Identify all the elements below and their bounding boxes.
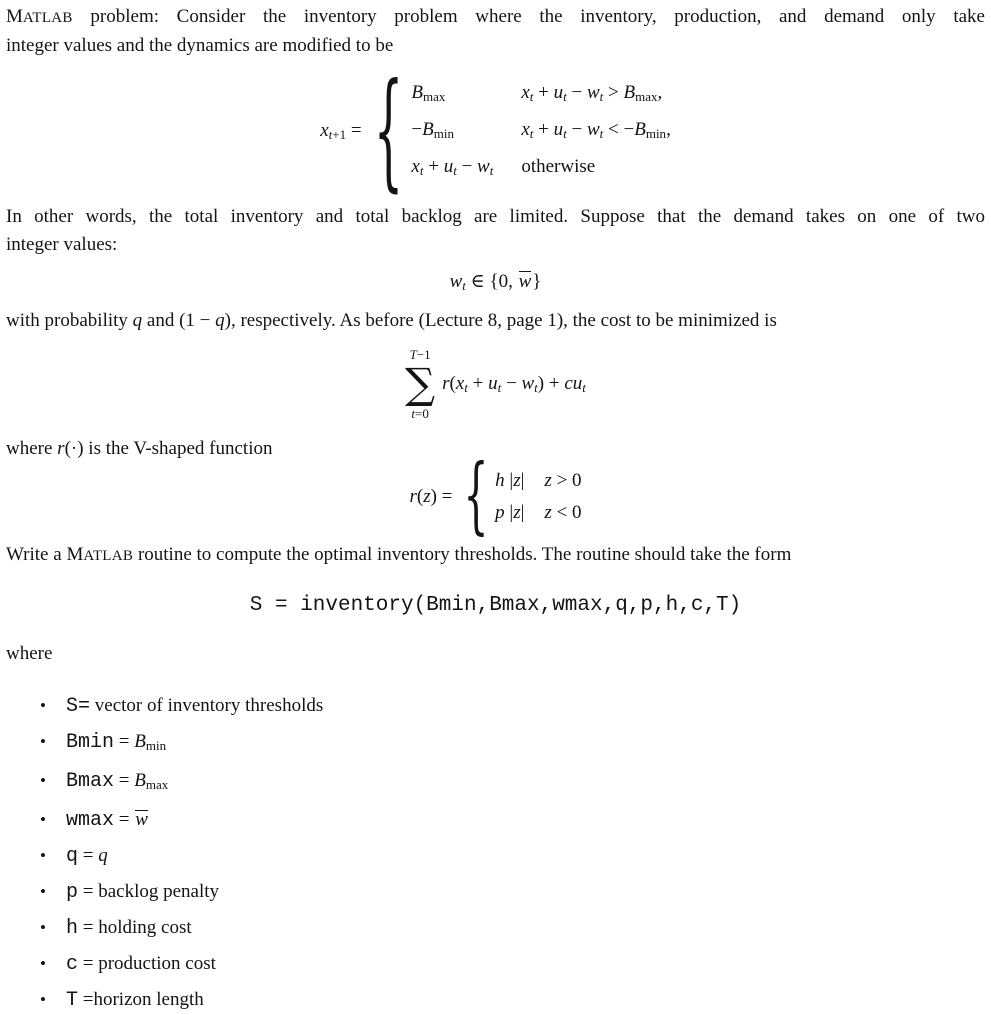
summation-lower-limit: t=0 [411,406,429,421]
limits-paragraph-line-1: In other words, the total inventory and total backlog are limited. Suppose that the demand takes on one of two [6,206,985,227]
list-item-bmin [6,728,985,760]
v-shaped-paragraph [6,435,985,463]
bullet-icon: • [40,696,46,715]
summation-block [405,347,435,421]
intro-paragraph-line-2: integer values and the dynamics are modified to be [6,35,394,56]
r-case-1-value: h |z| [495,470,525,491]
list-item-text: wmax = w [66,806,149,835]
list-item-text: p = backlog penalty [66,881,220,904]
dynamics-cases [411,76,670,187]
r-function-equation: r(z) = { h |z| z > 0 p |z| z < 0 [409,447,582,545]
bullet-icon: • [40,918,46,937]
list-item-wmax [6,806,985,835]
probability-paragraph [6,307,985,335]
summation-sigma-symbol: ∑ [405,359,436,408]
cost-equation [6,347,985,421]
r-case-2-value: p |z| [495,502,525,523]
dynamics-case-2-value: −Bmin [411,119,454,141]
dynamics-equation: xt+1 = { Bmax xt + ut − wt > Bmax, −Bmin xt + ut − wt < −Bmin, xt + ut − wt otherwise [320,58,671,205]
bullet-icon: • [40,882,46,901]
bullet-icon: • [40,810,46,829]
demand-set-equation [6,267,985,301]
list-item-text: T =horizon length [66,989,204,1012]
list-item-text: S= vector of inventory thresholds [66,695,324,718]
parameter-list [6,692,985,1015]
bullet-icon: • [40,846,46,865]
limits-paragraph-line-2: integer values: [6,234,118,255]
list-item-t [6,986,985,1015]
bullet-icon: • [40,990,46,1009]
list-item-p [6,878,985,907]
list-item-h [6,914,985,943]
dynamics-case-3-condition: otherwise [521,156,596,177]
task-paragraph-line: Write a MATLAB routine to compute the optimal inventory thresholds. The routine should take the form [6,544,792,565]
list-item-text: h = holding cost [66,917,192,940]
list-item-text: Bmax = Bmax [66,770,169,793]
dynamics-case-2-condition: xt + ut − wt < −Bmin, [521,119,671,141]
list-item-s [6,692,985,721]
bullet-icon: • [40,771,46,790]
task-paragraph [6,541,985,570]
list-item-text: q = q [66,845,108,868]
dynamics-case-1-condition: xt + ut − wt > Bmax, [521,82,663,104]
summation-upper-limit: T−1 [409,347,431,362]
list-item-bmax [6,767,985,799]
list-item-c [6,950,985,979]
where-paragraph [6,640,985,668]
r-case-2-condition: z < 0 [544,502,582,523]
dynamics-lhs: xt+1 = [320,120,367,142]
v-shaped-paragraph-line: where r(·) is the V-shaped function [6,438,273,459]
limits-paragraph [6,203,985,259]
dynamics-case-1-value: Bmax [411,82,446,104]
intro-paragraph [6,3,985,60]
routine-signature [6,592,985,620]
dynamics-case-3-value: xt + ut − wt [411,156,494,178]
routine-signature-code: S = inventory(Bmin,Bmax,wmax,q,p,h,c,T) [249,594,742,617]
list-item-text: c = production cost [66,953,216,976]
probability-paragraph-line: with probability q and (1 − q), respectively. As before (Lecture 8, page 1), the cost to be minimized is [6,310,777,331]
list-item-text: Bmin = Bmin [66,731,167,754]
bullet-icon: • [40,954,46,973]
cost-expression: r(xt + ut − wt) + cut [442,372,586,395]
r-function-cases [495,465,581,529]
r-case-1-condition: z > 0 [544,470,582,491]
intro-paragraph-line-1: MATLAB problem: Consider the inventory problem where the inventory, production, and demand only take [6,6,985,27]
r-function-lhs: r(z) = [409,486,458,507]
bullet-icon: • [40,732,46,751]
where-paragraph-line: where [6,643,53,664]
list-item-q [6,842,985,871]
demand-set-expression: wt ∈ {0, w} [450,267,542,301]
